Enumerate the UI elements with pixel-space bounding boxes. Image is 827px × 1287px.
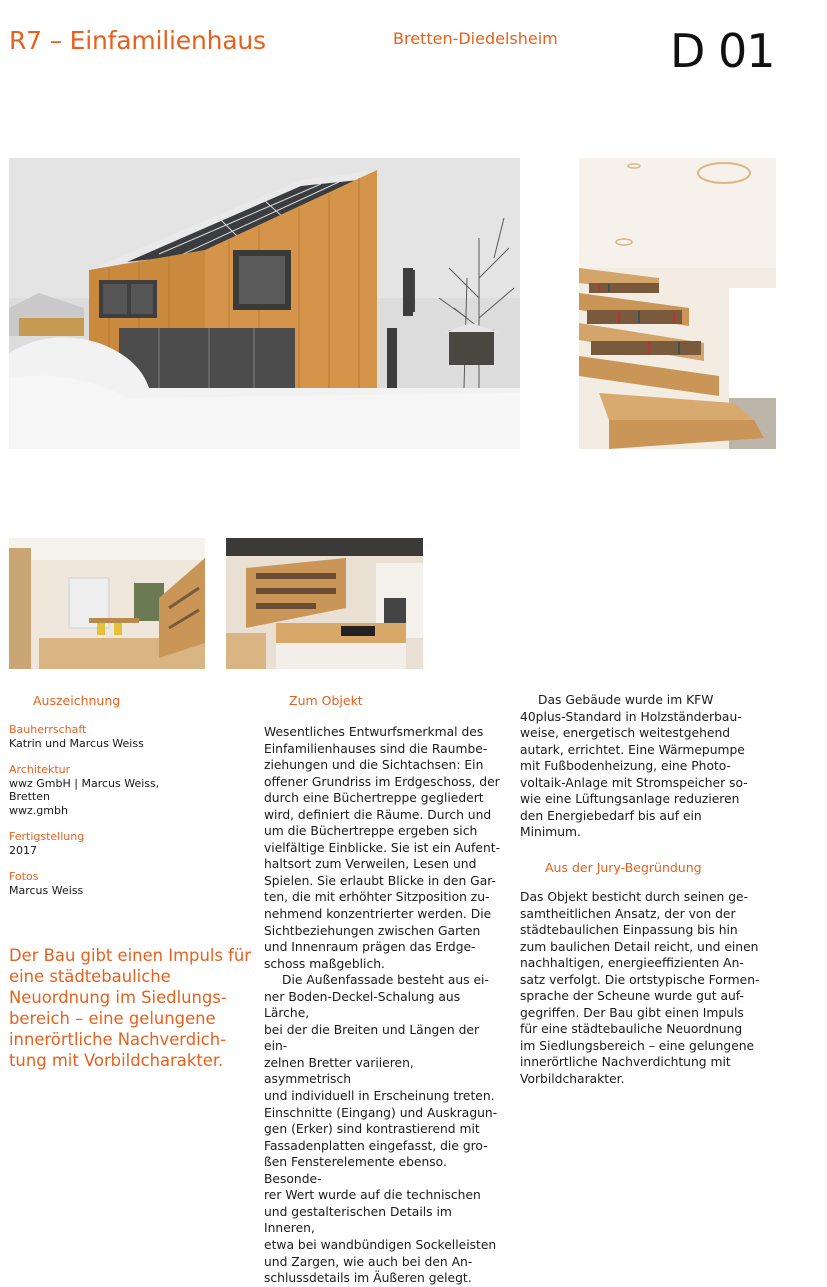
object-paragraph-2: Die Außenfassade besteht aus ei- ner Boden-Deckel-Schalung aus Lärche, bei der die Breiten und Längen der ein- zelnen Bretter variieren, asymmetrisch und individuell in Erscheinung treten. Einschnitte (Eingang) und Auskragun- gen (Erker) sind kontrastierend mit Fassadenplatten eingefasst, die gro- ßen Fensterelemente ebenso. Besonde- rer Wert wurde auf die technischen und gestalterischen Details im Inneren, etwa bei wandbündigen Sockelleisten und Zargen, wie auch bei den An- schlussdetails im Äußeren gelegt. [264, 973, 498, 1286]
object-paragraph-1: Wesentliches Entwurfsmerkmal des Einfamilienhauses sind die Raumbe- ziehungen und die Sichtachsen: Ein offener Grundriss im Erdgeschoss, der durch eine Büchertreppe gegliedert wird, definiert die Räume. Durch und um die Büchertreppe ergeben sich vielfältige Einblicke. Sie ist ein Aufent- haltsort zum Verweilen, Lesen und Spielen. Sie erlaubt Blicke in den Gar- ten, die mit erhöhter Sitzposition zu- nehmend konzentrierter werden. Die Sichtbeziehungen zwischen Garten und Innenraum prägen das Erdge- schoss maßgeblich. [264, 725, 501, 971]
book-staircase-photo [579, 158, 776, 449]
living-room-photo [9, 538, 205, 669]
architect-value: wwz GmbH | Marcus Weiss, Bretten wwz.gmbh [9, 776, 160, 817]
client-value: Katrin und Marcus Weiss [9, 736, 144, 750]
award-heading: Auszeichnung [33, 693, 121, 708]
photos-value: Marcus Weiss [9, 883, 84, 897]
project-code: D 01 [670, 24, 775, 78]
architect-group [9, 763, 239, 817]
object-text [264, 724, 504, 1287]
jury-heading: Aus der Jury-Begründung [545, 860, 702, 875]
architect-label: Architektur [9, 763, 71, 776]
client-group [9, 723, 239, 750]
completion-value: 2017 [9, 843, 37, 857]
project-location: Bretten-Diedelsheim [393, 29, 558, 48]
photos-label: Fotos [9, 870, 39, 883]
project-metadata [9, 723, 239, 910]
jury-text [520, 889, 760, 1088]
photos-group [9, 870, 239, 897]
client-label: Bauherrschaft [9, 723, 87, 736]
jury-paragraph: Das Objekt besticht durch seinen ge- samtheitlichen Ansatz, der von der städtebaulichen Einpassung bis hin zum baulichen Detail reicht, und einen nachhaltigen, energieeffizienten An- satz verfolgt. Die ortstypische Formen- sprache der Scheune wurde gut auf- gegriffen. Der Bau gibt einen Impuls für eine städtebauliche Neuordnung im Siedlungsbereich – eine gelungene innerörtliche Nachverdichtung mit Vorbildcharakter. [520, 890, 760, 1087]
completion-label: Fertigstellung [9, 830, 85, 843]
page-title: R7 – Einfamilienhaus [9, 26, 266, 55]
kitchen-photo [226, 538, 423, 669]
object-paragraph-3: Das Gebäude wurde im KFW 40plus-Standard in Holzständerbau- weise, energetisch weitestgehend autark, errichtet. Eine Wärmepumpe mit Fußbodenheizung, eine Photo- voltaik-Anlage mit Stromspeicher so- wie eine Lüftungsanlage reduzieren den Energiebedarf bis auf ein Minimum. [520, 693, 748, 840]
energy-text [520, 692, 760, 841]
completion-group [9, 830, 239, 857]
pull-quote: Der Bau gibt einen Impuls für eine städtebauliche Neuordnung im Siedlungs-bereich – eine gelungene innerörtliche Nachverdich-tung mit Vorbildcharakter. [9, 946, 252, 1070]
object-heading: Zum Objekt [289, 693, 363, 708]
exterior-house-photo [9, 158, 520, 449]
